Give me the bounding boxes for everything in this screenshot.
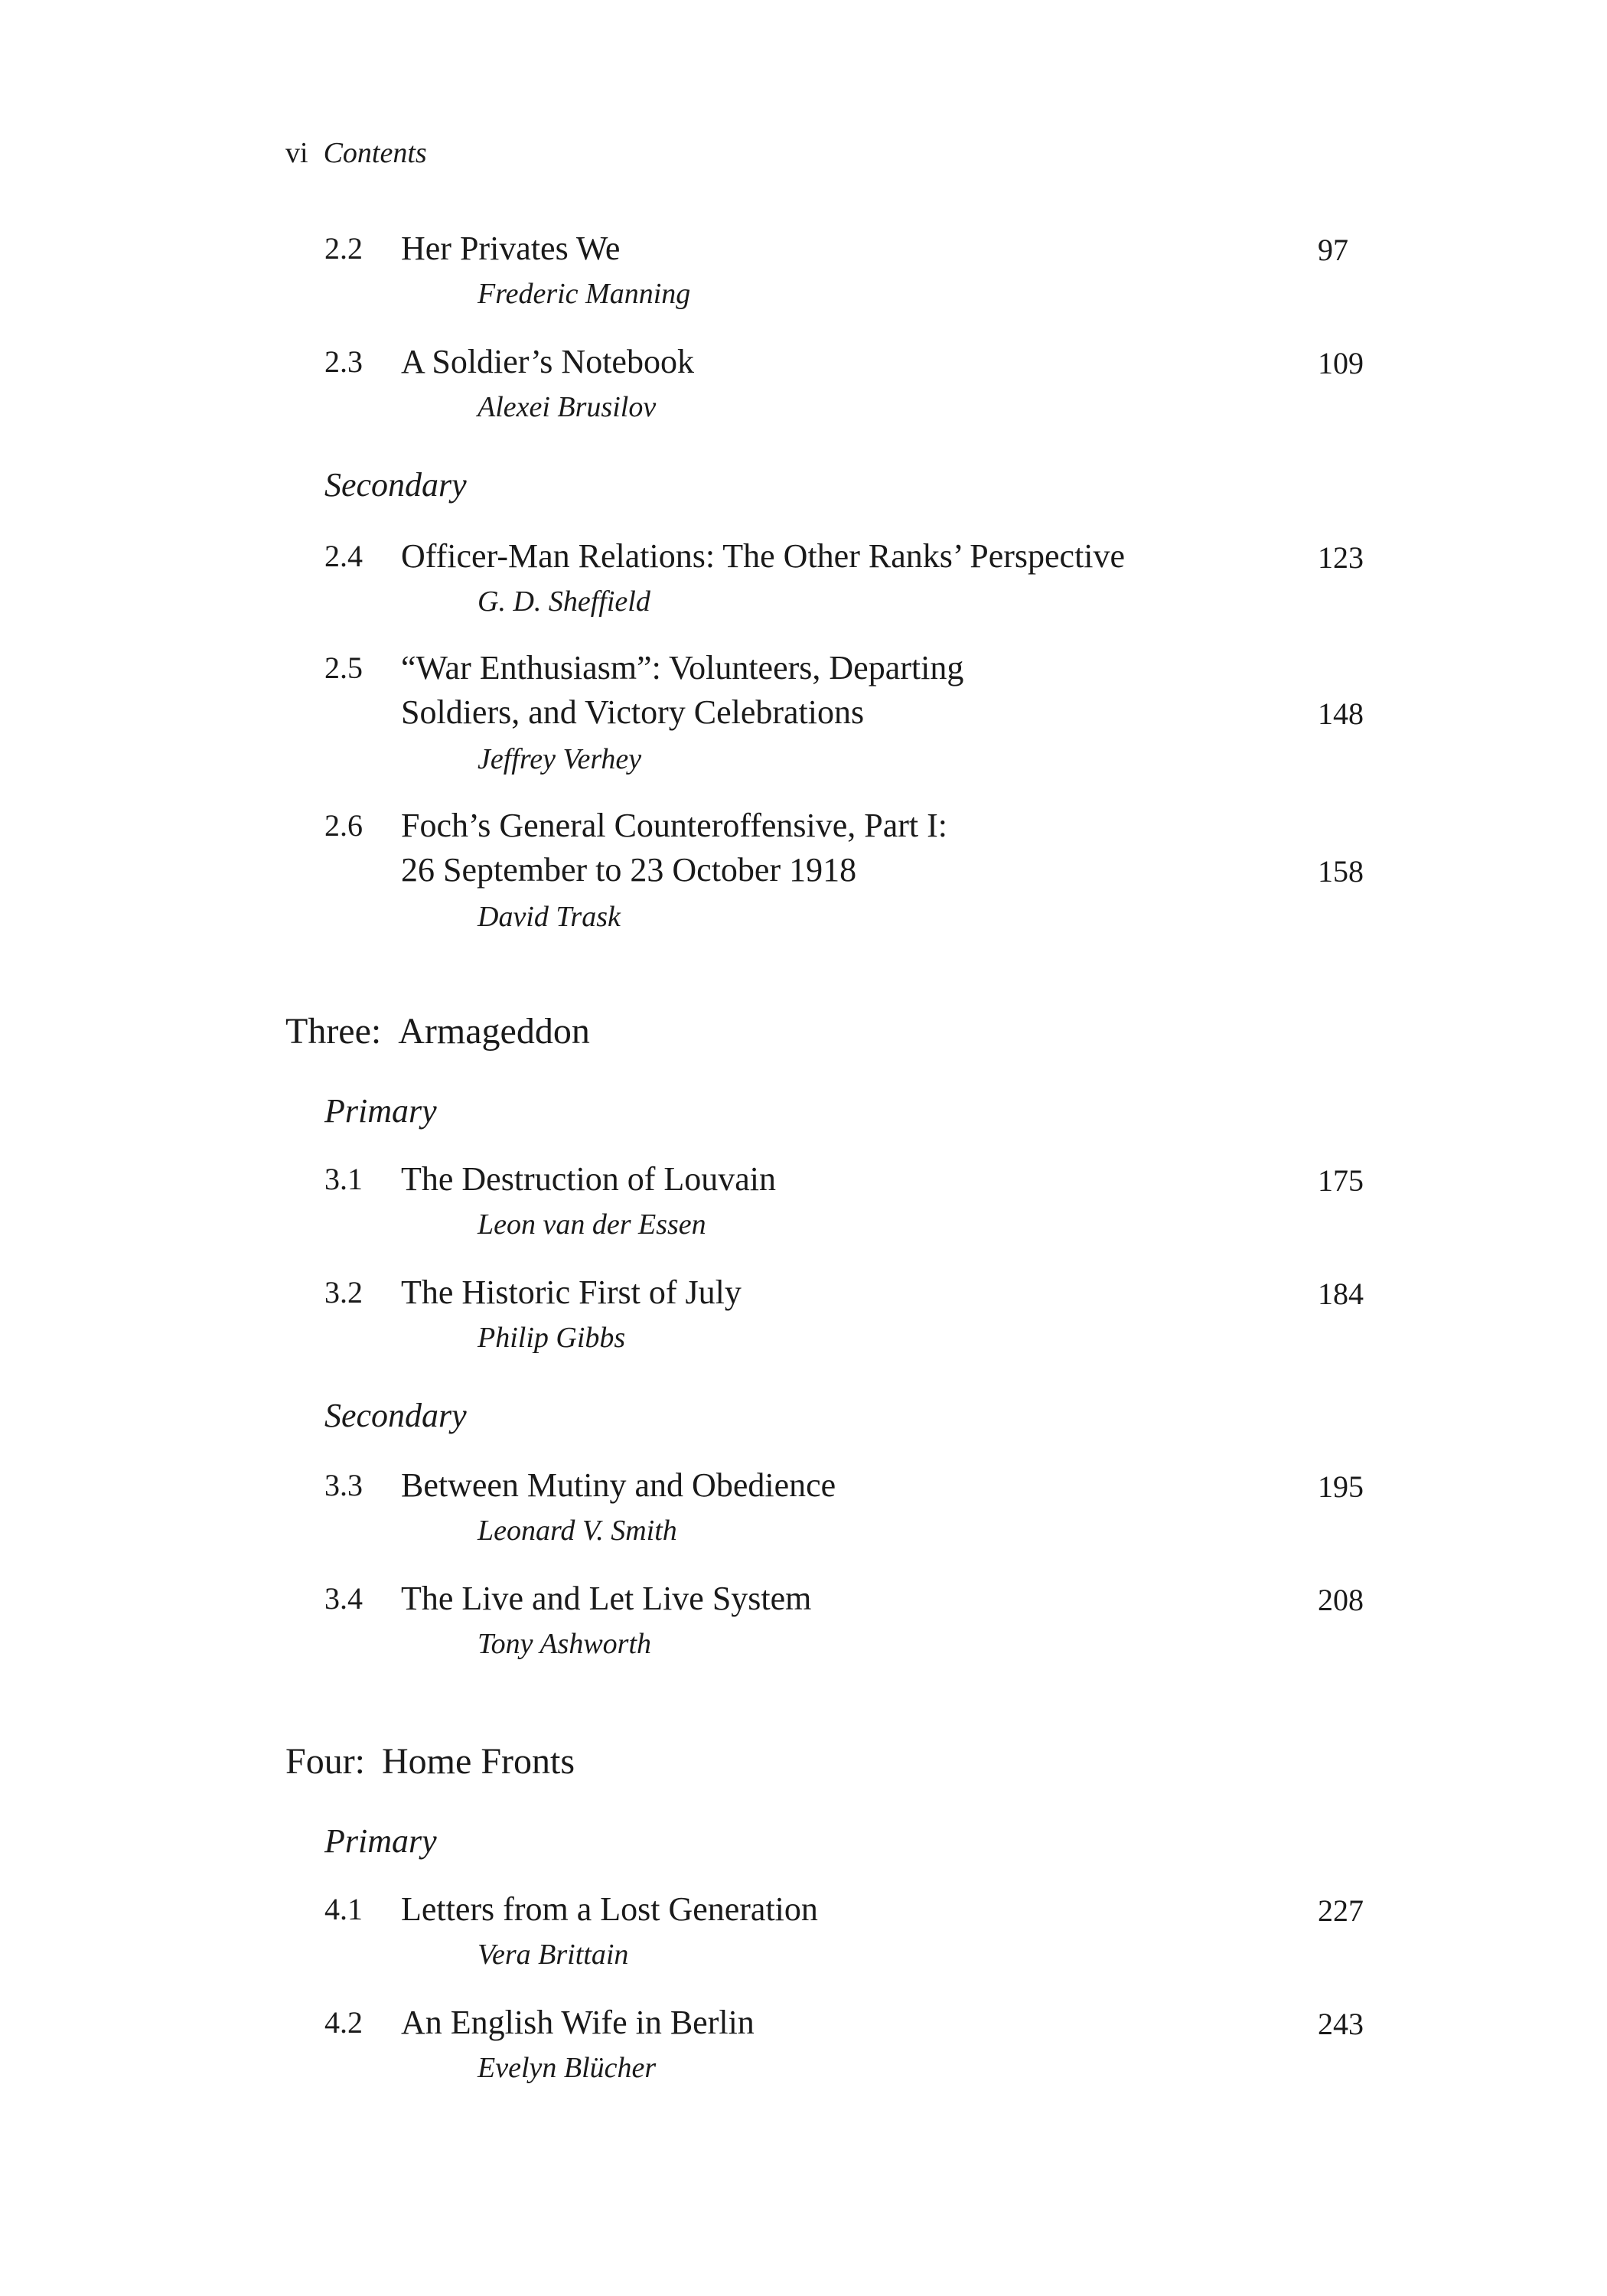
entry-author: Vera Brittain xyxy=(478,1939,629,1971)
entry-title xyxy=(401,804,1281,892)
entry-number: 3.2 xyxy=(324,1275,363,1309)
subsection-heading-secondary: Secondary xyxy=(324,1397,467,1434)
entry-number: 4.1 xyxy=(324,1892,363,1926)
entry-page-number: 184 xyxy=(1318,1277,1364,1311)
entry-title xyxy=(401,1887,1281,1932)
subsection-heading-primary: Primary xyxy=(324,1822,437,1860)
entry-number: 3.4 xyxy=(324,1581,363,1616)
entry-title-line: An English Wife in Berlin xyxy=(401,2004,755,2041)
running-head-title: Contents xyxy=(323,137,427,169)
entry-title-line: 26 September to 23 October 1918 xyxy=(401,851,857,889)
entry-title xyxy=(401,340,1281,384)
part-title: Home Fronts xyxy=(382,1741,575,1782)
entry-title-line: The Destruction of Louvain xyxy=(401,1160,776,1198)
entry-title-line: Soldiers, and Victory Celebrations xyxy=(401,693,865,731)
entry-page-number: 208 xyxy=(1318,1583,1364,1617)
entry-title xyxy=(401,1157,1281,1202)
entry-title-line: “War Enthusiasm”: Volunteers, Departing xyxy=(401,649,964,687)
entry-title xyxy=(401,1577,1281,1621)
subsection-heading-primary: Primary xyxy=(324,1092,437,1130)
entry-number: 2.5 xyxy=(324,651,363,685)
entry-number: 2.2 xyxy=(324,231,363,266)
entry-page-number: 97 xyxy=(1318,233,1348,267)
entry-title-line: Between Mutiny and Obedience xyxy=(401,1466,836,1504)
entry-page-number: 243 xyxy=(1318,2007,1364,2041)
entry-page-number: 123 xyxy=(1318,540,1364,575)
entry-number: 3.1 xyxy=(324,1162,363,1196)
entry-title-line: The Live and Let Live System xyxy=(401,1580,812,1617)
entry-author: Tony Ashworth xyxy=(478,1628,652,1660)
entry-author: G. D. Sheffield xyxy=(478,585,650,618)
entry-title xyxy=(401,1463,1281,1508)
entry-title-line: The Historic First of July xyxy=(401,1274,742,1311)
entry-number: 4.2 xyxy=(324,2005,363,2040)
entry-author: Leonard V. Smith xyxy=(478,1515,677,1547)
entry-page-number: 148 xyxy=(1318,696,1364,731)
entry-title-line: A Soldier’s Notebook xyxy=(401,343,694,380)
part-title: Armageddon xyxy=(398,1011,590,1052)
entry-title-line: Letters from a Lost Generation xyxy=(401,1890,818,1928)
entry-page-number: 195 xyxy=(1318,1469,1364,1504)
part-number: Three: xyxy=(285,1011,382,1052)
entry-number: 2.3 xyxy=(324,344,363,379)
entry-title xyxy=(401,646,1281,735)
entry-title-line: Her Privates We xyxy=(401,230,621,267)
entry-title xyxy=(401,227,1281,271)
entry-title-line: Officer-Man Relations: The Other Ranks’ Perspective xyxy=(401,537,1126,575)
entry-page-number: 109 xyxy=(1318,346,1364,380)
running-head xyxy=(285,135,427,171)
part-heading[interactable] xyxy=(285,1739,575,1785)
page-folio: vi xyxy=(285,137,308,169)
entry-title xyxy=(401,534,1281,579)
entry-author: Alexei Brusilov xyxy=(478,391,657,423)
entry-author: Evelyn Blücher xyxy=(478,2052,657,2084)
entry-author: Philip Gibbs xyxy=(478,1322,626,1354)
part-heading[interactable] xyxy=(285,1009,590,1055)
entry-author: Frederic Manning xyxy=(478,278,691,310)
part-number: Four: xyxy=(285,1741,366,1782)
entry-author: Leon van der Essen xyxy=(478,1208,706,1241)
entry-title-line: Foch’s General Counteroffensive, Part I: xyxy=(401,807,948,844)
subsection-heading-secondary: Secondary xyxy=(324,466,467,504)
entry-number: 2.6 xyxy=(324,808,363,843)
entry-author: David Trask xyxy=(478,901,621,933)
entry-title xyxy=(401,1270,1281,1315)
entry-page-number: 158 xyxy=(1318,854,1364,889)
entry-number: 3.3 xyxy=(324,1468,363,1502)
entry-number: 2.4 xyxy=(324,539,363,573)
entry-page-number: 227 xyxy=(1318,1893,1364,1928)
entry-title xyxy=(401,2001,1281,2045)
entry-author: Jeffrey Verhey xyxy=(478,743,642,775)
entry-page-number: 175 xyxy=(1318,1163,1364,1198)
